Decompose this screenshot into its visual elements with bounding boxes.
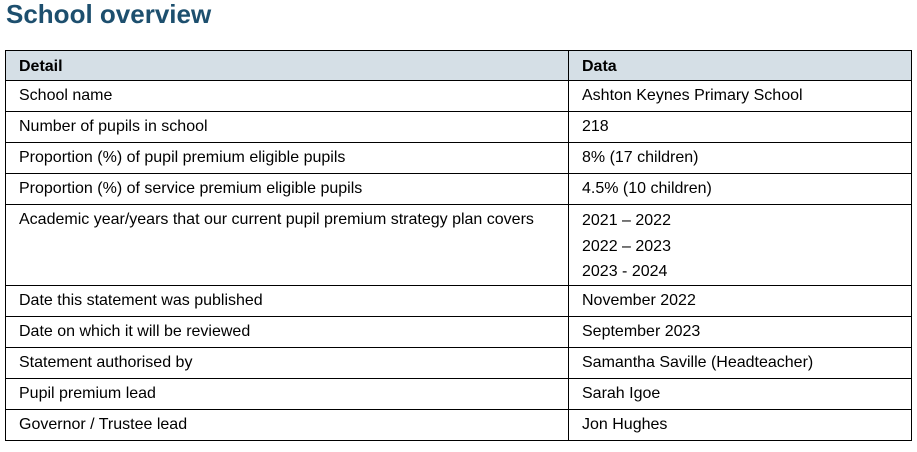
detail-cell: Pupil premium lead	[6, 379, 569, 410]
detail-cell: Academic year/years that our current pupil premium strategy plan covers	[6, 205, 569, 286]
data-line: 2023 - 2024	[582, 263, 668, 280]
data-cell: 4.5% (10 children)	[569, 174, 912, 205]
data-cell: Ashton Keynes Primary School	[569, 81, 912, 112]
table-row	[6, 174, 912, 205]
school-overview-table	[5, 50, 912, 441]
table-row	[6, 410, 912, 441]
table-row	[6, 286, 912, 317]
detail-cell: Proportion (%) of service premium eligible pupils	[6, 174, 569, 205]
column-header-detail: Detail	[6, 51, 569, 81]
column-header-data: Data	[569, 51, 912, 81]
data-cell: Samantha Saville (Headteacher)	[569, 348, 912, 379]
detail-cell: Statement authorised by	[6, 348, 569, 379]
page-title: School overview	[6, 0, 212, 29]
detail-cell: Date on which it will be reviewed	[6, 317, 569, 348]
table-row	[6, 143, 912, 174]
detail-cell: Proportion (%) of pupil premium eligible pupils	[6, 143, 569, 174]
data-cell	[569, 205, 912, 286]
table-header-row	[6, 51, 912, 81]
data-cell: 8% (17 children)	[569, 143, 912, 174]
data-cell: Jon Hughes	[569, 410, 912, 441]
table-row	[6, 348, 912, 379]
data-cell: Sarah Igoe	[569, 379, 912, 410]
data-line: 2021 – 2022	[582, 212, 671, 229]
data-cell: November 2022	[569, 286, 912, 317]
data-cell: 218	[569, 112, 912, 143]
data-cell: September 2023	[569, 317, 912, 348]
table-row	[6, 317, 912, 348]
table-row	[6, 112, 912, 143]
data-line: 2022 – 2023	[582, 237, 671, 255]
table-row	[6, 81, 912, 112]
table-row	[6, 379, 912, 410]
detail-cell: School name	[6, 81, 569, 112]
detail-cell: Number of pupils in school	[6, 112, 569, 143]
detail-cell: Governor / Trustee lead	[6, 410, 569, 441]
detail-cell: Date this statement was published	[6, 286, 569, 317]
table-row	[6, 205, 912, 286]
